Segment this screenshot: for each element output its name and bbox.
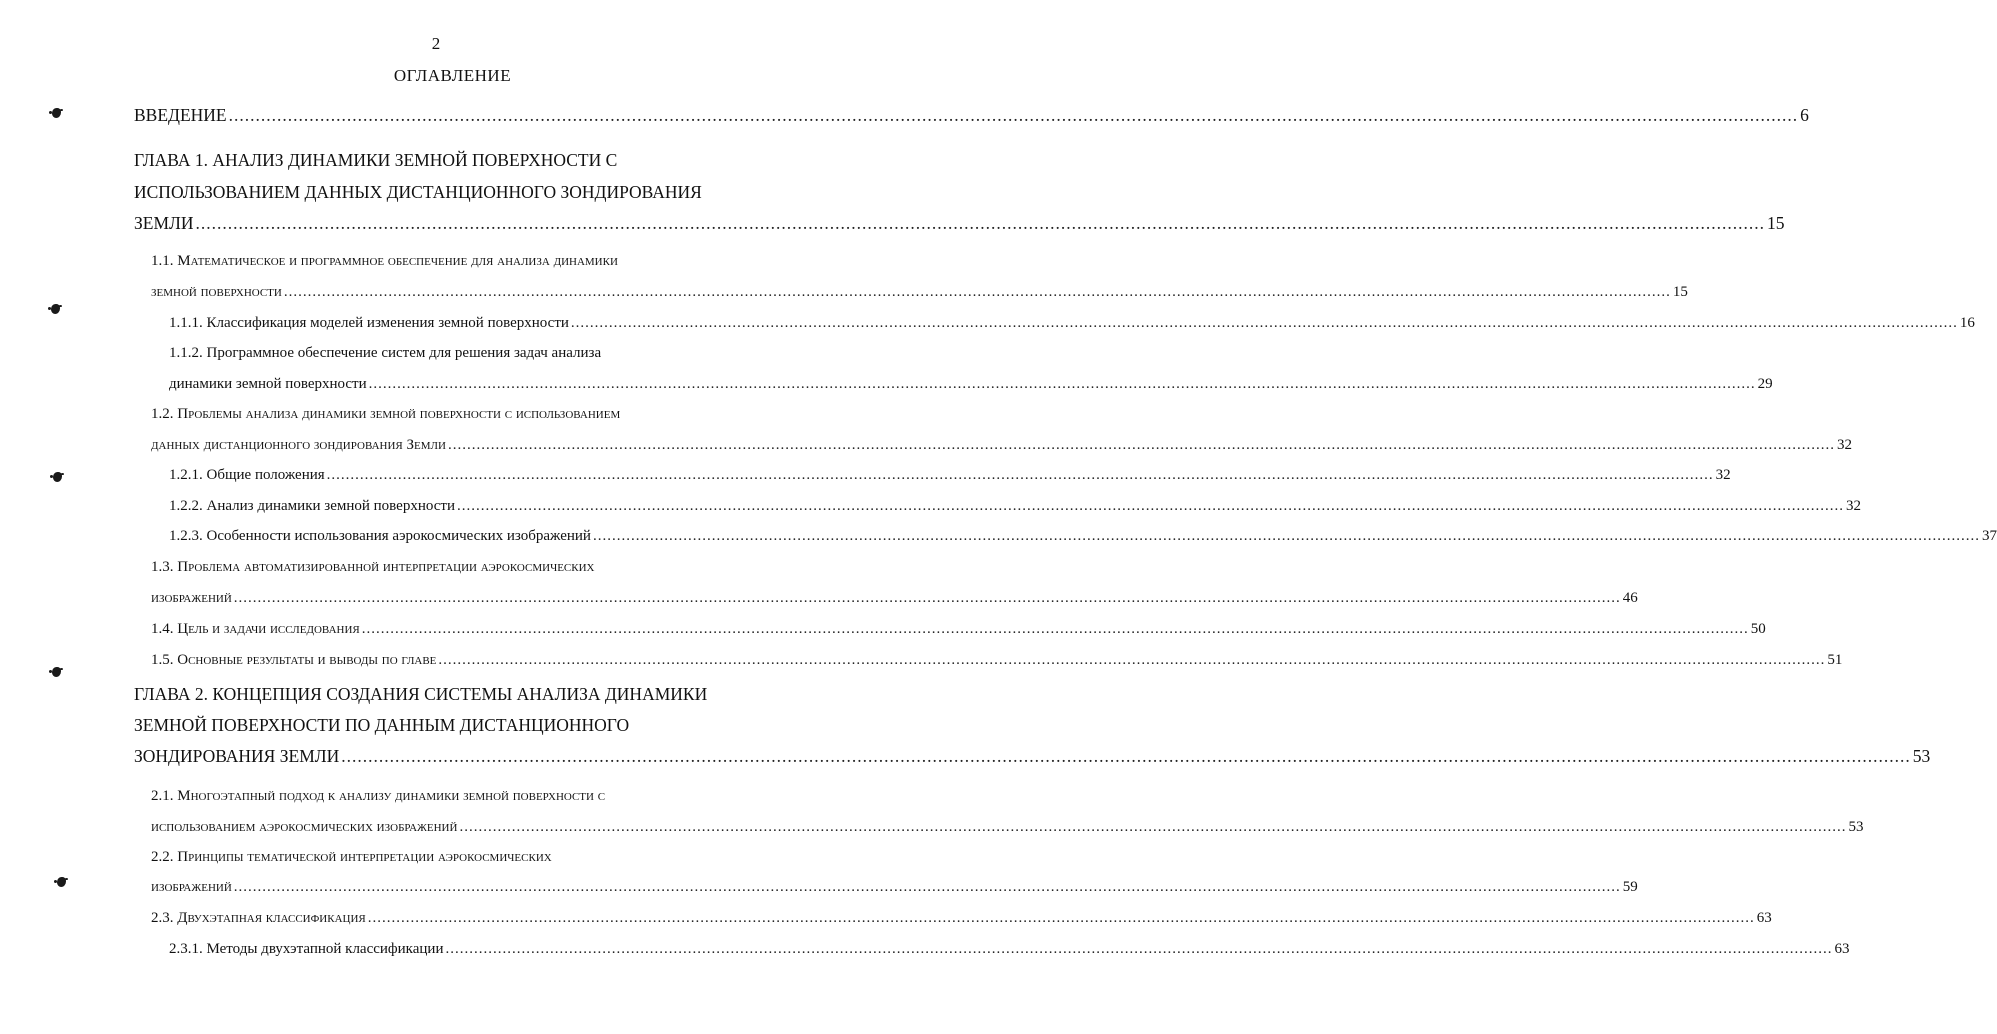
toc-entry-chapter-1-end[interactable]: ЗЕМЛИ .................................................................................................................................................................................................................................................................................................... 15 — [134, 213, 1785, 233]
binding-hole-mark — [52, 108, 61, 118]
toc-entry-2-2[interactable]: 2.2. Принципы тематической интерпретации аэрокосмических — [151, 849, 552, 865]
toc-entry-2-3[interactable]: 2.3. Двухэтапная классификация .................................................................................................................................................................................................................................................................................................... 63 — [151, 910, 1772, 926]
toc-entry-chapter-2-end[interactable]: ЗОНДИРОВАНИЯ ЗЕМЛИ .................................................................................................................................................................................................................................................................................................... 53 — [134, 746, 1931, 766]
toc-entry-2-1[interactable]: 2.1. Многоэтапный подход к анализу динамики земной поверхности с — [151, 788, 606, 804]
toc-entry-1-3[interactable]: 1.3. Проблема автоматизированной интерпретации аэрокосмических — [151, 559, 595, 575]
toc-entry-1-2-3[interactable]: 1.2.3. Особенности использования аэрокосмических изображений .................................................................................................................................................................................................................................................................................................... 37 — [169, 528, 1997, 544]
toc-entry-1-1-end[interactable]: земной поверхности .................................................................................................................................................................................................................................................................................................... 15 — [151, 284, 1688, 300]
toc-entry-2-2-end[interactable]: изображений .................................................................................................................................................................................................................................................................................................... 59 — [151, 879, 1638, 895]
toc-entry-1-1-2-end[interactable]: динамики земной поверхности .................................................................................................................................................................................................................................................................................................... 29 — [169, 376, 1773, 392]
toc-entry-chapter-2-cont[interactable]: ЗЕМНОЙ ПОВЕРХНОСТИ ПО ДАННЫМ ДИСТАНЦИОННОГО — [134, 715, 630, 735]
toc-entry-chapter-2[interactable]: ГЛАВА 2. КОНЦЕПЦИЯ СОЗДАНИЯ СИСТЕМЫ АНАЛИЗА ДИНАМИКИ — [134, 684, 708, 704]
toc-entry-2-1-end[interactable]: использованием аэрокосмических изображений .................................................................................................................................................................................................................................................................................................... 53 — [151, 819, 1864, 835]
toc-entry-introduction[interactable]: ВВЕДЕНИЕ .................................................................................................................................................................................................................................................................................................... 6 — [134, 105, 1809, 125]
toc-entry-2-3-1[interactable]: 2.3.1. Методы двухэтапной классификации .................................................................................................................................................................................................................................................................................................... 63 — [169, 941, 1850, 957]
toc-entry-1-2-2[interactable]: 1.2.2. Анализ динамики земной поверхности .................................................................................................................................................................................................................................................................................................... 32 — [169, 498, 1861, 514]
toc-entry-1-2-1[interactable]: 1.2.1. Общие положения .................................................................................................................................................................................................................................................................................................... 32 — [169, 467, 1731, 483]
toc-entry-1-2-end[interactable]: данных дистанционного зондирования Земли .................................................................................................................................................................................................................................................................................................... 32 — [151, 437, 1852, 453]
page-number: 2 — [431, 34, 441, 53]
toc-entry-1-3-end[interactable]: изображений .................................................................................................................................................................................................................................................................................................... 46 — [151, 590, 1638, 606]
toc-entry-1-1-2[interactable]: 1.1.2. Программное обеспечение систем для решения задач анализа — [169, 345, 602, 361]
binding-hole-mark — [57, 877, 66, 887]
binding-hole-mark — [53, 472, 62, 482]
page-title: ОГЛАВЛЕНИЕ — [393, 66, 512, 85]
binding-hole-mark — [51, 304, 60, 314]
toc-entry-chapter-1-cont[interactable]: ИСПОЛЬЗОВАНИЕМ ДАННЫХ ДИСТАНЦИОННОГО ЗОНДИРОВАНИЯ — [134, 182, 702, 202]
toc-entry-1-1[interactable]: 1.1. Математическое и программное обеспечение для анализа динамики — [151, 253, 618, 269]
toc-entry-1-4[interactable]: 1.4. Цель и задачи исследования .................................................................................................................................................................................................................................................................................................... 50 — [151, 621, 1766, 637]
toc-entry-1-1-1[interactable]: 1.1.1. Классификация моделей изменения земной поверхности .................................................................................................................................................................................................................................................................................................... 16 — [169, 315, 1975, 331]
toc-entry-1-2[interactable]: 1.2. Проблемы анализа динамики земной поверхности с использованием — [151, 406, 621, 422]
toc-entry-1-5[interactable]: 1.5. Основные результаты и выводы по главе .................................................................................................................................................................................................................................................................................................... 51 — [151, 652, 1843, 668]
toc-entry-chapter-1[interactable]: ГЛАВА 1. АНАЛИЗ ДИНАМИКИ ЗЕМНОЙ ПОВЕРХНОСТИ С — [134, 150, 618, 170]
binding-hole-mark — [52, 667, 61, 677]
